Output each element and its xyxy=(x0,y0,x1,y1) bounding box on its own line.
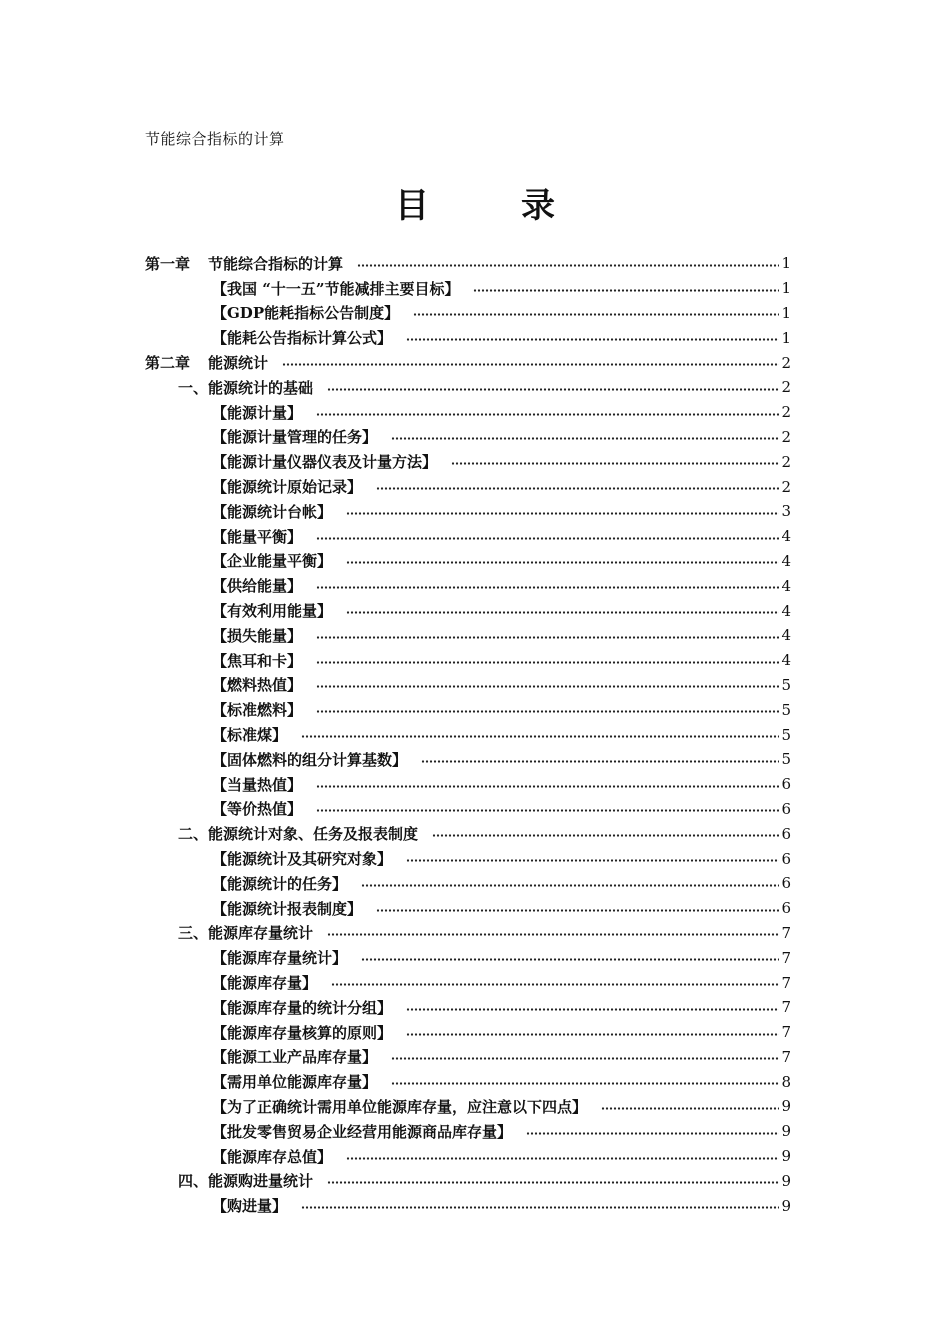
toc-item[interactable] xyxy=(145,1045,791,1070)
toc-section[interactable] xyxy=(145,821,791,846)
page-number: 6 xyxy=(781,899,791,918)
entry-text: 【标准燃料】 xyxy=(212,701,303,720)
entry-text: 【能源计量管理的任务】 xyxy=(212,428,378,447)
dot-leader xyxy=(406,859,779,862)
toc-item[interactable] xyxy=(145,797,791,822)
toc-item[interactable] xyxy=(145,1069,791,1094)
toc-entry-label xyxy=(212,1046,377,1067)
dot-leader xyxy=(406,1008,779,1011)
entry-text: 【能源统计报表制度】 xyxy=(212,899,363,918)
dot-leader xyxy=(327,933,779,936)
toc-entry-label xyxy=(212,451,437,472)
page-number: 6 xyxy=(781,775,791,794)
entry-text: 【损失能量】 xyxy=(212,626,303,645)
toc-chapter[interactable] xyxy=(145,350,791,375)
entry-text: 能源统计 xyxy=(208,354,269,373)
dot-leader xyxy=(316,413,779,416)
entry-text: 【能源计量】 xyxy=(212,403,303,422)
toc-entry-label xyxy=(212,575,302,596)
dot-leader xyxy=(601,1107,779,1110)
toc-title-char-1: 目 xyxy=(395,186,429,226)
entry-text: 【能源库存量统计】 xyxy=(212,949,348,968)
toc-entry-label xyxy=(212,476,362,497)
entry-text: 【能源库存总值】 xyxy=(212,1147,333,1166)
toc-item[interactable] xyxy=(145,425,791,450)
entry-text: 【能源统计原始记录】 xyxy=(212,478,363,497)
toc-item[interactable] xyxy=(145,747,791,772)
page-number: 4 xyxy=(781,551,791,570)
dot-leader xyxy=(406,1033,779,1036)
toc-entry-label xyxy=(212,873,347,894)
dot-leader xyxy=(526,1132,779,1135)
toc-entry-label xyxy=(212,848,392,869)
toc-entry-label xyxy=(145,352,268,373)
page-number: 1 xyxy=(781,279,791,298)
entry-text: 【企业能量平衡】 xyxy=(212,552,333,571)
page-number: 7 xyxy=(781,948,791,967)
entry-text: 【能量平衡】 xyxy=(212,527,303,546)
entry-text: 【当量热值】 xyxy=(212,775,303,794)
toc-chapter[interactable] xyxy=(145,251,791,276)
toc-item[interactable] xyxy=(145,623,791,648)
page-number: 9 xyxy=(781,1196,791,1215)
toc-item[interactable] xyxy=(145,276,791,301)
toc-entry-label xyxy=(212,1096,587,1117)
dot-leader xyxy=(316,661,779,664)
entry-text: 三、能源库存量统计 xyxy=(178,924,314,943)
page-number: 1 xyxy=(781,328,791,347)
toc-item[interactable] xyxy=(145,772,791,797)
dot-leader xyxy=(361,958,779,961)
toc-item[interactable] xyxy=(145,400,791,425)
page-number: 2 xyxy=(781,403,791,422)
toc-item[interactable] xyxy=(145,499,791,524)
dot-leader xyxy=(327,388,779,391)
toc-entry-label xyxy=(212,1146,332,1167)
dot-leader xyxy=(391,1057,779,1060)
page-number: 6 xyxy=(781,874,791,893)
toc-entry-label xyxy=(212,972,317,993)
page-number: 4 xyxy=(781,527,791,546)
entry-text: 【能源计量仪器仪表及计量方法】 xyxy=(212,453,438,472)
entry-text: 【能源统计的任务】 xyxy=(212,874,348,893)
toc-item[interactable] xyxy=(145,648,791,673)
toc-entry-label xyxy=(212,1071,377,1092)
entry-text: 【能源库存量】 xyxy=(212,974,318,992)
dot-leader xyxy=(301,1206,779,1209)
toc-entry-label xyxy=(212,997,392,1018)
toc-entry-label xyxy=(212,526,302,547)
toc-item[interactable] xyxy=(145,1193,791,1218)
page-number: 2 xyxy=(781,427,791,446)
dot-leader xyxy=(316,537,779,540)
dot-leader xyxy=(331,983,779,986)
page-number: 3 xyxy=(781,502,791,521)
toc-item[interactable] xyxy=(145,325,791,350)
toc-item[interactable] xyxy=(145,549,791,574)
toc-item[interactable] xyxy=(145,995,791,1020)
toc-entry-label xyxy=(212,798,302,819)
page-number: 4 xyxy=(781,651,791,670)
dot-leader xyxy=(301,735,779,738)
page-number: 1 xyxy=(781,303,791,322)
dot-leader xyxy=(406,338,779,341)
dot-leader xyxy=(316,586,779,589)
page-number: 5 xyxy=(781,700,791,719)
toc-item[interactable] xyxy=(145,1020,791,1045)
dot-leader xyxy=(316,685,779,688)
toc-entry-label xyxy=(178,377,313,398)
page-number: 8 xyxy=(781,1072,791,1091)
entry-text: 【购进量】 xyxy=(212,1197,288,1216)
toc-entry-label xyxy=(212,327,392,348)
page-number: 7 xyxy=(781,973,791,992)
page-number: 2 xyxy=(781,477,791,496)
entry-text: 【能源统计及其研究对象】 xyxy=(212,850,393,869)
toc-title xyxy=(0,178,950,227)
entry-text: 【固体燃料的组分计算基数】 xyxy=(212,750,408,769)
page-number: 9 xyxy=(781,1147,791,1166)
entry-text: 一、能源统计的基础 xyxy=(178,378,314,397)
toc-section[interactable] xyxy=(145,375,791,400)
entry-text: 【有效利用能量】 xyxy=(212,602,333,621)
page-number: 4 xyxy=(781,576,791,595)
toc-item[interactable] xyxy=(145,970,791,995)
entry-text: 【能源库存量核算的原则】 xyxy=(212,1023,393,1042)
toc-entry-label xyxy=(212,302,399,323)
page-number: 7 xyxy=(781,923,791,942)
toc-entry-label xyxy=(178,823,418,844)
page-number: 6 xyxy=(781,849,791,868)
toc-entry-label xyxy=(212,1022,392,1043)
entry-text: 【为了正确统计需用单位能源库存量，应注意以下四点】 xyxy=(212,1097,588,1116)
page-number: 7 xyxy=(781,1023,791,1042)
page-number: 7 xyxy=(781,1047,791,1066)
toc-item[interactable] xyxy=(145,846,791,871)
page-number: 4 xyxy=(781,601,791,620)
entry-text: 【能源库存量的统计分组】 xyxy=(212,998,393,1017)
toc-item[interactable] xyxy=(145,474,791,499)
toc-item[interactable] xyxy=(145,697,791,722)
entry-text: 二、能源统计对象、任务及报表制度 xyxy=(178,825,419,844)
page-number: 5 xyxy=(781,725,791,744)
entry-text: 【能源统计台帐】 xyxy=(212,502,333,521)
toc-item[interactable] xyxy=(145,896,791,921)
entry-text: 【能源工业产品库存量】 xyxy=(212,1048,378,1067)
toc-entry-label xyxy=(212,501,332,522)
dot-leader xyxy=(432,834,779,837)
toc-entry-label xyxy=(212,550,332,571)
dot-leader xyxy=(376,909,779,912)
toc-item[interactable] xyxy=(145,598,791,623)
entry-text: 【GDP能耗指标公告制度】 xyxy=(212,304,400,323)
entry-text: 【焦耳和卡】 xyxy=(212,651,303,670)
toc-entry-label xyxy=(145,253,343,274)
dot-leader xyxy=(451,462,779,465)
table-of-contents xyxy=(145,251,791,1218)
page-number: 7 xyxy=(781,998,791,1017)
page-number: 6 xyxy=(781,824,791,843)
toc-item[interactable] xyxy=(145,524,791,549)
dot-leader xyxy=(316,785,779,788)
toc-entry-label xyxy=(212,600,332,621)
running-header: 节能综合指标的计算 xyxy=(145,130,285,148)
toc-item[interactable] xyxy=(145,945,791,970)
dot-leader xyxy=(282,363,779,366)
dot-leader xyxy=(346,512,779,515)
chapter-number: 第一章 xyxy=(145,254,191,273)
toc-item[interactable] xyxy=(145,1144,791,1169)
toc-entry-label xyxy=(212,278,459,299)
dot-leader xyxy=(421,760,779,763)
toc-item[interactable] xyxy=(145,1094,791,1119)
toc-entry-label xyxy=(178,922,313,943)
dot-leader xyxy=(327,1181,779,1184)
toc-entry-label xyxy=(212,947,347,968)
toc-entry-label xyxy=(178,1170,313,1191)
dot-leader xyxy=(346,561,779,564)
entry-text: 节能综合指标的计算 xyxy=(208,254,344,273)
toc-item[interactable] xyxy=(145,722,791,747)
entry-text: 【燃料热值】 xyxy=(212,676,303,695)
toc-entry-label xyxy=(212,1195,287,1216)
dot-leader xyxy=(316,710,779,713)
dot-leader xyxy=(376,487,779,490)
dot-leader xyxy=(391,437,779,440)
toc-item[interactable] xyxy=(145,673,791,698)
dot-leader xyxy=(361,884,779,887)
toc-entry-label xyxy=(212,674,302,695)
entry-text: 【需用单位能源库存量】 xyxy=(212,1073,378,1092)
page-number: 9 xyxy=(781,1171,791,1190)
toc-item[interactable] xyxy=(145,871,791,896)
dot-leader xyxy=(346,611,779,614)
dot-leader xyxy=(316,809,779,812)
page-number: 9 xyxy=(781,1122,791,1141)
toc-section[interactable] xyxy=(145,1168,791,1193)
dot-leader xyxy=(357,264,779,267)
entry-text: 四、能源购进量统计 xyxy=(178,1172,314,1191)
page-number: 6 xyxy=(781,799,791,818)
entry-text: 【标准煤】 xyxy=(212,726,288,745)
entry-text: 【我国 “十一五”节能减排主要目标】 xyxy=(212,279,460,298)
page-number: 2 xyxy=(781,353,791,372)
toc-entry-label xyxy=(212,650,302,671)
page-number: 5 xyxy=(781,675,791,694)
dot-leader xyxy=(346,1157,779,1160)
page-number: 2 xyxy=(781,452,791,471)
toc-entry-label xyxy=(212,1121,512,1142)
toc-entry-label xyxy=(212,426,377,447)
entry-text: 【供给能量】 xyxy=(212,577,303,596)
toc-item[interactable] xyxy=(145,573,791,598)
toc-entry-label xyxy=(212,724,287,745)
toc-item[interactable] xyxy=(145,1119,791,1144)
entry-text: 【等价热值】 xyxy=(212,800,303,819)
page-number: 4 xyxy=(781,626,791,645)
toc-entry-label xyxy=(212,699,302,720)
toc-section[interactable] xyxy=(145,921,791,946)
page-number: 1 xyxy=(781,254,791,273)
dot-leader xyxy=(473,289,779,292)
page-number: 2 xyxy=(781,378,791,397)
entry-text: 【能耗公告指标计算公式】 xyxy=(212,329,393,348)
toc-item[interactable] xyxy=(145,449,791,474)
page-number: 5 xyxy=(781,750,791,769)
chapter-number: 第二章 xyxy=(145,354,191,373)
toc-entry-label xyxy=(212,402,302,423)
entry-text: 【批发零售贸易企业经营用能源商品库存量】 xyxy=(212,1122,513,1141)
toc-title-char-2: 录 xyxy=(521,186,555,226)
page-number: 9 xyxy=(781,1097,791,1116)
dot-leader xyxy=(316,636,779,639)
dot-leader xyxy=(391,1082,779,1085)
toc-entry-label xyxy=(212,774,302,795)
dot-leader xyxy=(413,313,779,316)
toc-item[interactable] xyxy=(145,301,791,326)
toc-entry-label xyxy=(212,898,362,919)
toc-entry-label xyxy=(212,749,407,770)
toc-entry-label xyxy=(212,625,302,646)
